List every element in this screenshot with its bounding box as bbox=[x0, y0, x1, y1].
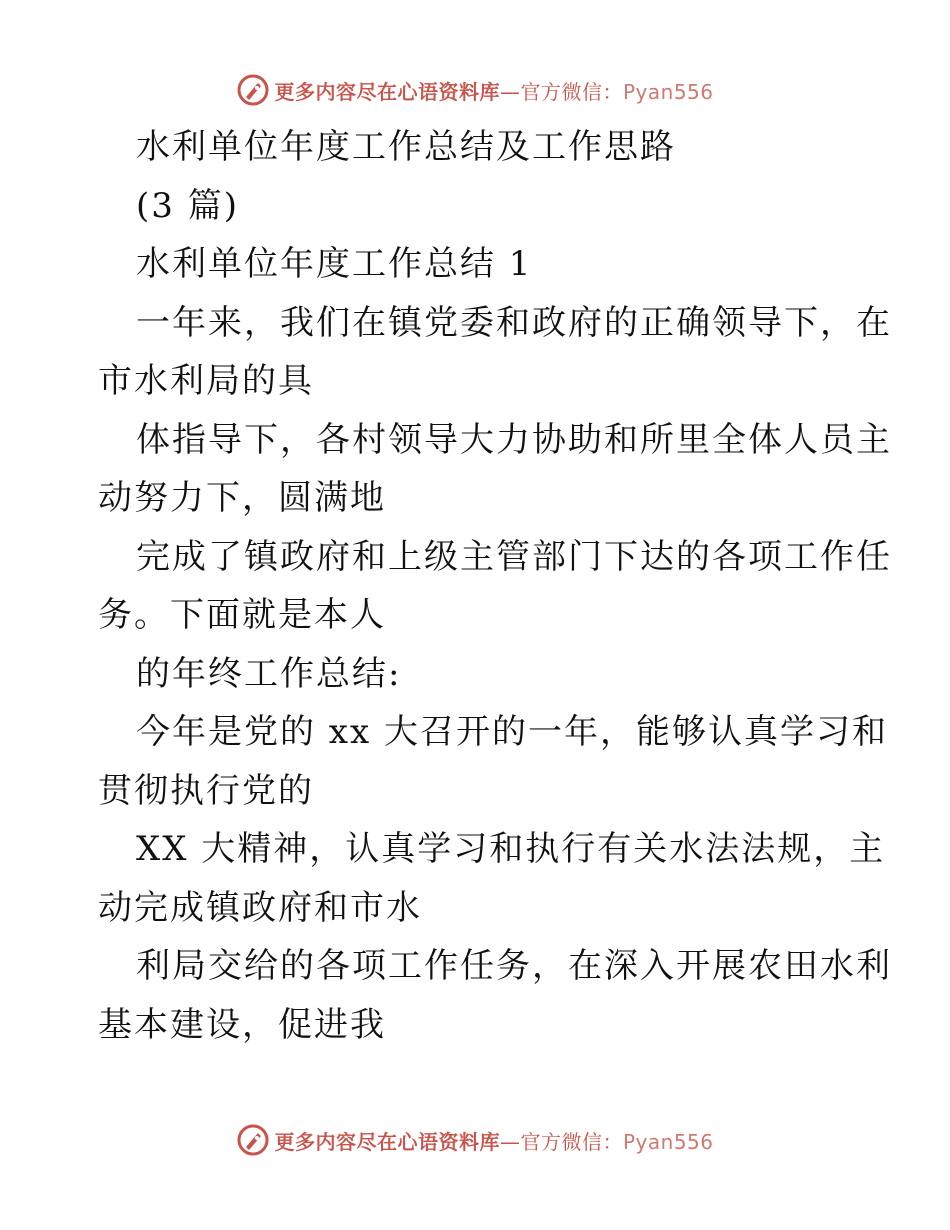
paragraph-line: 动完成镇政府和市水 bbox=[98, 887, 422, 928]
paragraph-line: 务。下面就是本人 bbox=[98, 595, 386, 635]
watermark-text: 更多内容尽在心语资料库—官方微信：Pyan556 bbox=[274, 79, 714, 104]
paragraph-line: 一年来，我们在镇党委和政府的正确领导下，在 bbox=[136, 302, 892, 343]
pen-nib-logo-icon bbox=[236, 73, 270, 107]
footer-watermark bbox=[0, 1120, 950, 1160]
paragraph-line: 今年是党的 xx 大召开的一年，能够认真学习和 bbox=[136, 712, 888, 752]
paragraph-line: 完成了镇政府和上级主管部门下达的各项工作任 bbox=[136, 536, 892, 577]
watermark-text: 更多内容尽在心语资料库—官方微信：Pyan556 bbox=[274, 1129, 714, 1154]
document-subtitle: (3 篇) bbox=[136, 185, 239, 226]
paragraph-line: 贯彻执行党的 bbox=[98, 770, 314, 811]
section-heading: 水利单位年度工作总结 1 bbox=[136, 244, 533, 284]
paragraph-line: 的年终工作总结: bbox=[136, 653, 402, 694]
paragraph-line: XX 大精神，认真学习和执行有关水法法规，主 bbox=[136, 829, 886, 869]
document-body bbox=[0, 118, 950, 1054]
document-title: 水利单位年度工作总结及工作思路 bbox=[136, 127, 676, 167]
paragraph-line: 动努力下，圆满地 bbox=[98, 478, 386, 518]
paragraph-line: 利局交给的各项工作任务，在深入开展农田水利 bbox=[136, 946, 892, 986]
paragraph-line: 市水利局的具 bbox=[98, 361, 314, 401]
header-watermark bbox=[0, 70, 950, 110]
pen-nib-logo-icon bbox=[236, 1123, 270, 1157]
paragraph-line: 体指导下，各村领导大力协助和所里全体人员主 bbox=[136, 419, 892, 460]
paragraph-line: 基本建设，促进我 bbox=[98, 1004, 386, 1045]
